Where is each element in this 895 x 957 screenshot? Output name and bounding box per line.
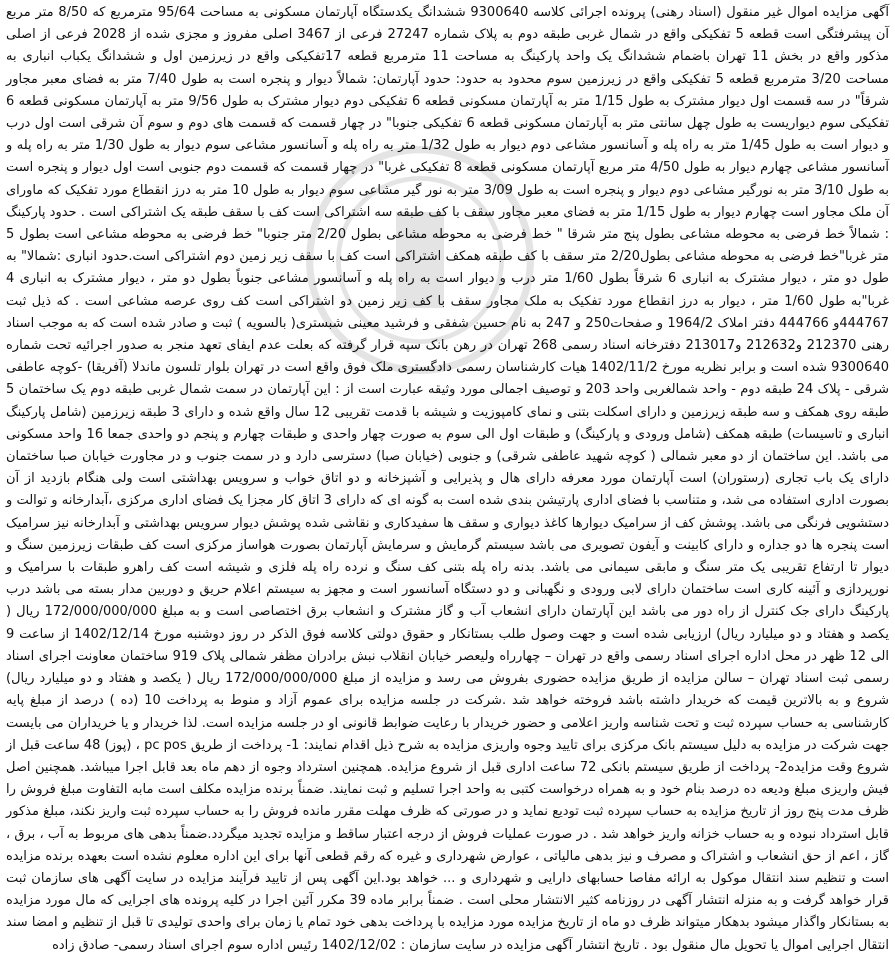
auction-notice-text: آگهی مزایده اموال غیر منقول (اسناد رهنی) پرونده اجرائی کلاسه 9300640 ششدانگ یکدستگاه آپارتمان مسکونی به مساحت 95/64 مترمربع که 8/50 متر مربع آن پیشرفتگی است قطعه 5 تفکیکی واقع در شمال غربی طبقه دوم به پلاک شماره 27247 فرعی از 3467 اصلی مفروز و مجزی شده از 2028 فرعی از اصلی مذکور واقع در بخش 11 تهران باضمام ششدانگ یک واحد پارکینگ به مساحت 11 مترمربع قطعه 17تفکیکی واقع در زیرزمین اول و ششدانگ یکباب انباری به مساحت 3/20 مترمربع قطعه 5 تفکیکی واقع در زیرزمین سوم محدود به حدود: حدود آپارتمان: شمالاً دیوار و پنجره است به طول 7/40 متر به فضای معبر مجاور شرقاً" در سه قسمت اول دیوار مشترک به طول 1/15 متر به آپارتمان مسکونی قطعه 6 تفکیکی دوم دیوار مشترک به طول 9/56 متر به آپارتمان مسکونی قطعه 6 تفکیکی سوم دیواریست به طول چهل سانتی متر به آپارتمان مسکونی قطعه 6 تفکیکی جنوبا" در چهار قسمت که قسمت های دوم و سوم آن شرقی است اول درب و دیوار است به طول 1/45 متر به راه پله و آسانسور مشاعی دوم دیوار به طول 1/32 متر به راه پله و آسانسور مشاعی سوم دیوار به طول 1/30 متر به راه پله و آسانسور مشاعی چهارم دیوار به طول 4/50 متر مربع آپارتمان مسکونی قطعه 8 تفکیکی غربا" در چهار قسمت که قسمت دوم جنوبی است اول دیوار و پنجره است به طول 3/10 متر به نورگیر مشاعی دوم دیوار و پنجره است به طول 3/09 متر به نور گیر مشاعی سوم دیوار به طول 10 متر به درز انقطاع مورد تفکیک که ماورای آن ملک مجاور است چهارم دیوار به طول 1/15 متر به فضای معبر مجاور سقف با کف طبقه سه اشتراکی است کف با سقف طبقه یک اشتراکی است . حدود پارکینگ : شمالاً خط فرضی به محوطه مشاعی بطول پنج متر شرقا " خط فرضی به محوطه مشاعی بطول 2/20 متر جنوبا" خط فرضی به محوطه مشاعی است بطول 5 متر غربا"خط فرضی به محوطه مشاعی بطول2/20 متر سقف با کف طبقه همکف اشتراکی است کف با سقف زیر زمین دوم اشتراکی است.حدود انباری :شمالا" به طول دو متر ، دیوار مشترک به انباری 6 شرقاً بطول 1/60 متر درب و دیوار است به راه پله و آسانسور مشاعی جنوباً بطول دو متر ، دیوار مشترک به انباری 4 غربا"به طول 1/60 متر ، دیوار به درز انقطاع مورد تفکیک به ملک مجاور سقف با کف زیر زمین دو اشتراکی است کف روی عرصه مشاعی است . که ذیل ثبت 444767و 444766 دفتر املاک 1964/2 و صفحات250 و 247 به نام حسین شفقی و فرشید معینی شبستری( بالسویه ) ثبت و صادر شده است که به موجب اسناد رهنی 212370 و212632 و213017 دفترخانه اسناد رسمی 268 تهران در رهن بانک سپه قرار گرفته که بعلت عدم ایفای تعهد منجر به صدور اجرائیه تحت شماره 9300640 شده است و برابر نظریه مورخ 1402/11/2 هیات کارشناسان رسمی دادگستری ملک فوق واقع است در تهران بلوار تلسون ماندلا (آفریقا) -کوچه عاطفی شرقی - پلاک 24 طبقه دوم - واحد شمالغربی واحد 203 و توصیف اجمالی مورد وثیقه عبارت است از : این آپارتمان در سمت شمال غربی طبقه دوم یک ساختمان 5 طبقه روی همکف و سه طبقه زیرزمین و دارای اسکلت بتنی و نمای کامپوزیت و شیشه با قدمت تقریبی 12 سال واقع شده و دارای 3 طبقه زیرزمین (شامل پارکینگ انباری و تاسیسات) طبقه همکف (شامل ورودی و پارکینگ) و طبقات اول الی سوم به صورت چهار واحدی و طبقات چهارم و پنجم دو واحدی جمعا 16 واحد مسکونی می باشد. این ساختمان از دو معبر شمالی ( کوچه شهید عاطفی شرقی) و جنوبی (خیابان صبا) دسترسی دارد و در سمت جنوب و در مجاورت خیابان صبا ساختمان دارای یک باب تجاری (رستوران) است آپارتمان مورد معرفه دارای هال و پذیرایی و آشپزخانه و دو اتاق خواب و سرویس بهداشتی است ولی هنگام بازدید از آن بصورت اداری استفاده می شد، و متناسب با فضای اداری پارتیشن بندی شده است به گونه ای که دارای 3 اتاق کار مجزا یک فضای اداری مرکزی ،آبدارخانه و توالت و دستشویی فرنگی می باشد. پوشش کف از سرامیک دیوارها کاغذ دیواری و سقف ها سفیدکاری و نقاشی شده پوشش دیوار سرویس بهداشتی و آبدارخانه نیز سرامیک است پنجره ها دو جداره و دارای کابینت و آیفون تصویری می باشد سیستم گرمایش و سرمایش آپارتمان بصورت هواساز مرکزی است کف طبقات زیرزمین سنگ و دیوار تا ارتفاع تقریبی یک متر سنگ و مابقی سیمانی می باشد. بدنه راه پله بتنی کف سنگ و نرده راه پله فلزی و شیشه است کف راهرو طبقات با سرامیک و نورپردازی و آئینه کاری است ساختمان دارای لابی ورودی و نگهبانی و دو دستگاه آسانسور است و مجهز به سیستم اعلام حریق و دوربین مدار بسته می باشد درب پارکینگ دارای جک کنترل از راه دور می باشد این آپارتمان دارای انشعاب آب و گاز مشترک و انشعاب برق اختصاصی است و به مبلغ 172/000/000/000 ریال ( یکصد و هفتاد و دو میلیارد ریال) ارزیابی شده است و جهت وصول طلب بستانکار و حقوق دولتی کلاسه فوق الذکر در روز دوشنبه مورخ 1402/12/14 از ساعت 9 الی 12 ظهر در محل اداره اجرای اسناد رسمی واقع در تهران – چهارراه ولیعصر خیابان انقلاب نبش برادران مظفر شمالی پلاک 919 ساختمان معاونت اجرای اسناد رسمی ثبت اسناد تهران – سالن مزایده از طریق مزایده حضوری بفروش می رسد و مزایده از مبلغ 172/000/000/000 ریال ( یکصد و هفتاد و دو میلیارد ریال) شروع و به بالاترین قیمت که خریدار داشته باشد فروخته خواهد شد .شرکت در جلسه مزایده برای عموم آزاد و منوط به پرداخت 10 (ده ) درصد از مبلغ پایه کارشناسی به حساب سپرده ثبت و تحت شناسه واریز اعلامی و حضور خریدار با رعایت ضوابط قانونی او در جلسه مزایده است. لذا خریدار و یا خریداران می بایست جهت شرکت در مزایده به دلیل سیستم بانک مرکزی برای تایید وجوه واریزی مزایده به شرح ذیل اقدام نمایند: 1- پرداخت از طریق pc pos ، (پوز) 48 ساعت قبل از شروع وقت مزایده2- پرداخت از طریق سیستم بانکی 72 ساعت اداری قبل از شروع مزایده. همچنین استرداد وجوه از دهم ماه بعد قابل اجرا میباشد. همچنین اصل فیش واریزی مبلغ ودیعه ده درصد بنام خود و به همراه درخواست کتبی به واحد اجرا تسلیم و ثبت نمایند. ضمناً برنده مزایده مکلف است مابه التفاوت مبلغ فروش را ظرف مدت پنج روز از تاریخ مزایده به حساب سپرده ثبت تودیع نماید و در صورتی که ظرف مهلت مقرر مانده فروش را به حساب سپرده ثبت واریز نکند، مبلغ مذکور قابل استرداد نبوده و به حساب خزانه واریز خواهد شد . در صورت عملیات فروش از درجه اعتبار ساقط و مزایده تجدید میگردد.ضمناً بدهی های مربوط به آب ، برق ، گاز ، اعم از حق انشعاب و اشتراک و مصرف و نیز بدهی مالیاتی ، عوارض شهرداری و غیره که رقم قطعی آنها برای این اداره معلوم نشده است بعهده برنده مزایده است و تنظیم سند انتقال موکول به ارائه مفاصا حسابهای دارایی و شهرداری و ... خواهد بود.این آگهی پس از تایید فرآیند مزایده در سایت آگهی های سازمان ثبت قرار خواهد گرفت و به منزله انتشار آگهی در روزنامه کثیر الانتشار محلی است . ضمناً برابر ماده 39 مکرر آئین اجرا در کلیه پرونده های اجرایی که مال مورد مزایده به بستانکار واگذار میشود بدهکار میتواند ظرف دو ماه از تاریخ مزایده مورد مزایده با پرداخت بدهی خود تمام یا زمان برای واحدی تولیدی تا قبل از تنظیم و امضا سند انتقال اجرایی اموال یا تحویل مال منقول بود . تاریخ انتشار آگهی مزایده در سایت سازمان : 1402/12/02 رئیس اداره سوم اجرای اسناد رسمی- صادق زاده xyxy=(6,5,890,953)
